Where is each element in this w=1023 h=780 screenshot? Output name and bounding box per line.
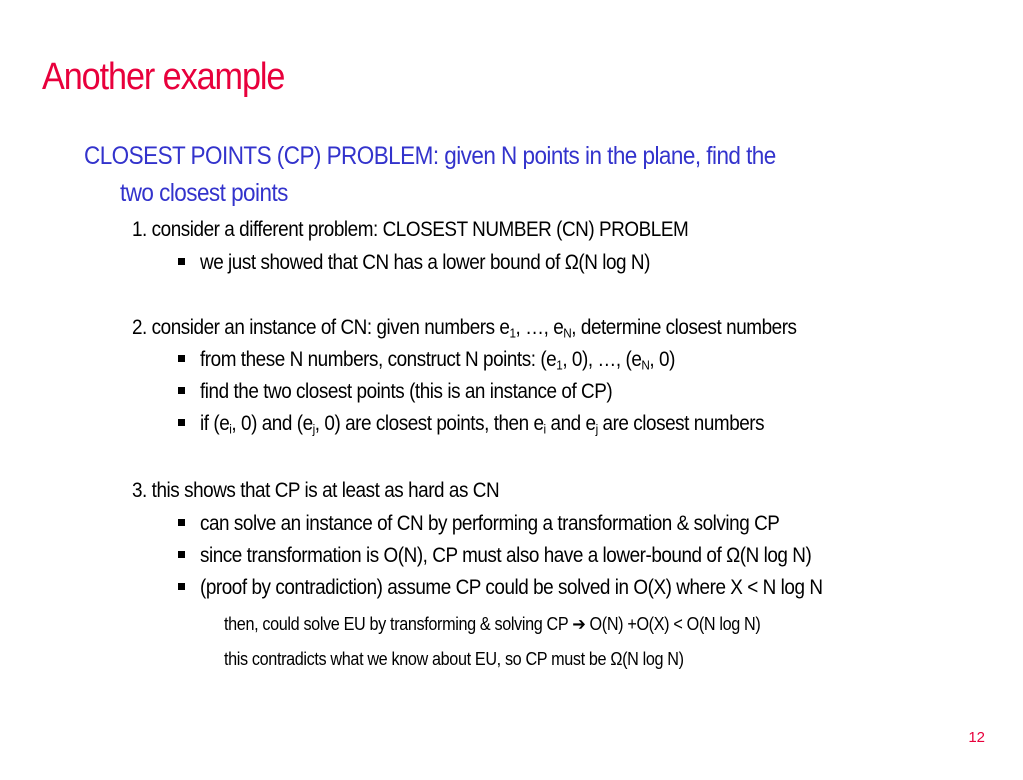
step-3-bullet-3: (proof by contradiction) assume CP could be solved in O(X) where X < N log N <box>200 576 823 599</box>
step-2-bullet-1: from these N numbers, construct N points: ($e_1$, 0), …, ($e_N$, 0) <box>200 348 675 373</box>
page-number: 12 <box>968 729 985 746</box>
heading-line-2: two closest points <box>120 179 288 207</box>
step-1-bullet-1: we just showed that CN has a lower bound of Ω(N log N) <box>200 251 650 274</box>
step-3-sub-line-1: then, could solve EU by transforming & solving CP ➔ O(N) +O(X) < O(N log N) <box>224 614 761 634</box>
bullet-square-icon <box>178 519 185 526</box>
step-3-text: 3. this shows that CP is at least as hard as CN <box>132 479 500 502</box>
right-arrow-icon: ➔ <box>572 614 586 634</box>
slide-title: Another example <box>42 56 285 98</box>
step-2-bullet-3: if ($e_i$, 0) and ($e_j$, 0) are closest points, then $e_i$ and $e_j$ are closest numbers <box>200 412 765 437</box>
bullet-square-icon <box>178 387 185 394</box>
heading-line-1: CLOSEST POINTS (CP) PROBLEM: given N points in the plane, find the <box>84 142 776 170</box>
step-2-bullet-2: find the two closest points (this is an instance of CP) <box>200 380 613 403</box>
bullet-square-icon <box>178 419 185 426</box>
step-1-text: 1. consider a different problem: CLOSEST NUMBER (CN) PROBLEM <box>132 218 689 241</box>
bullet-square-icon <box>178 258 185 265</box>
step-2-text: 2. consider an instance of CN: given numbers $e_1$, …, $e_N$, determine closest numbers <box>132 316 797 341</box>
step-3-sub-line-2: this contradicts what we know about EU, so CP must be Ω(N log N) <box>224 649 684 669</box>
step-3-bullet-2: since transformation is O(N), CP must also have a lower-bound of Ω(N log N) <box>200 544 812 567</box>
bullet-square-icon <box>178 551 185 558</box>
step-3-bullet-1: can solve an instance of CN by performing a transformation & solving CP <box>200 512 780 535</box>
bullet-square-icon <box>178 355 185 362</box>
bullet-square-icon <box>178 583 185 590</box>
